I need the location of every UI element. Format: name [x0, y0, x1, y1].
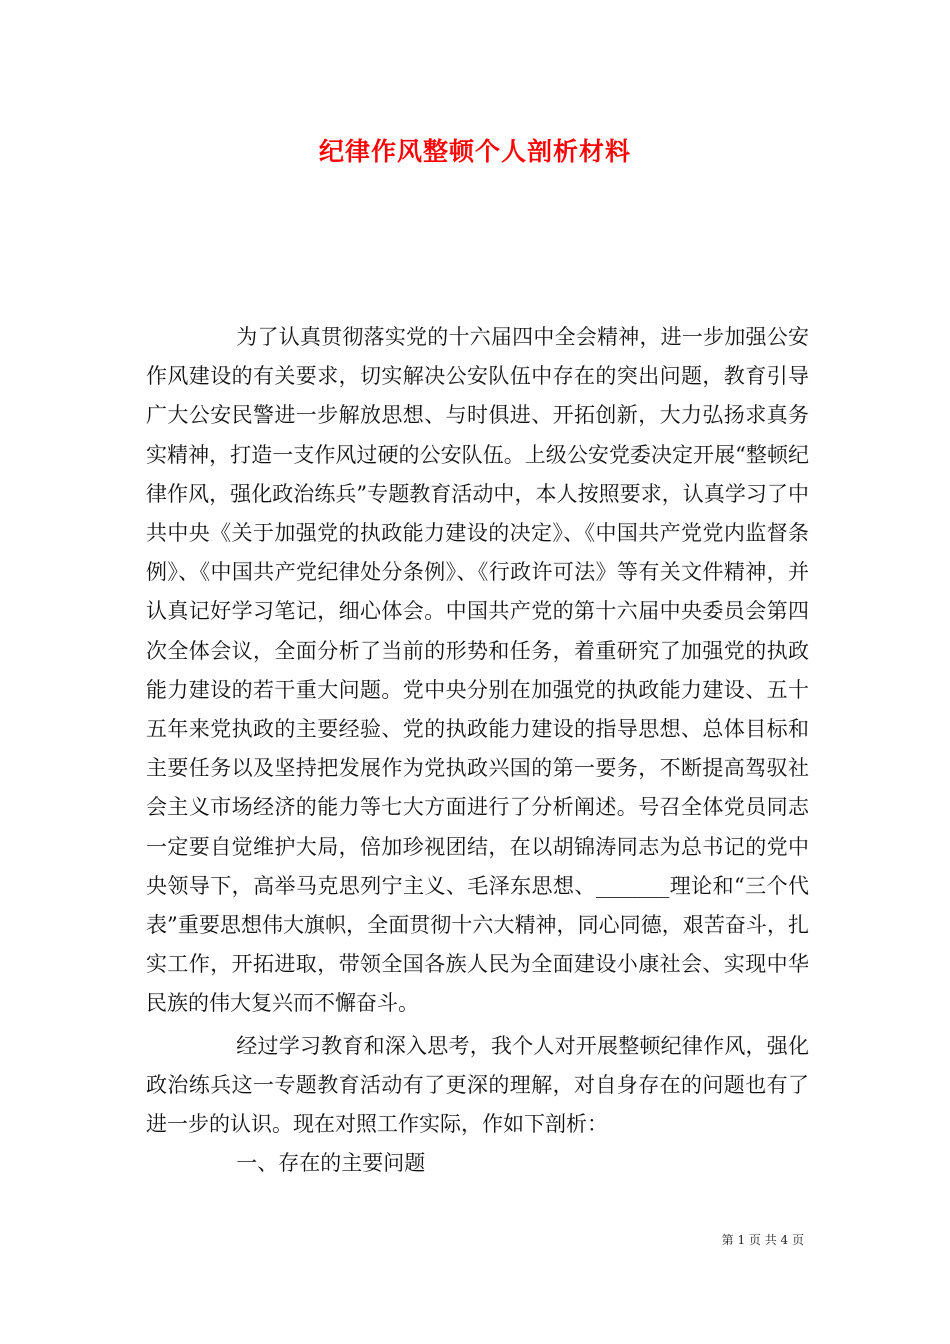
paragraph-2: 经过学习教育和深入思考，我个人对开展整顿纪律作风，强化政治练兵这一专题教育活动有了更深的理解，对自身存在的问题也有了进一步的认识。现在对照工作实际，作如下剖析： [146, 1033, 809, 1137]
document-body [146, 318, 809, 1183]
document-title: 纪律作风整顿个人剖析材料 [318, 137, 631, 166]
page-footer: 第 1 页 共 4 页 [721, 1233, 804, 1247]
section-heading: 一、存在的主要问题 [236, 1151, 426, 1176]
paragraph-1: 为了认真贯彻落实党的十六届四中全会精神，进一步加强公安作风建设的有关要求，切实解决公安队伍中存在的突出问题，教育引导广大公安民警进一步解放思想、与时俱进、开拓创新，大力弘扬求真务实精神，打造一支作风过硬的公安队伍。上级公安党委决定开展“整顿纪律作风，强化政治练兵”专题教育活动中，本人按照要求，认真学习了中共中央《关于加强党的执政能力建设的决定》、《中国共产党党内监督条例》、《中国共产党纪律处分条例》、《行政许可法》等有关文件精神，并认真记好学习笔记，细心体会。中国共产党的第十六届中央委员会第四次全体会议，全面分析了当前的形势和任务，着重研究了加强党的执政能力建设的若干重大问题。党中央分别在加强党的执政能力建设、五十五年来党执政的主要经验、党的执政能力建设的指导思想、总体目标和主要任务以及坚持把发展作为党执政兴国的第一要务，不断提高驾驭社会主义市场经济的能力等七大方面进行了分析阐述。号召全体党员同志一定要自觉维护大局，倍加珍视团结，在以胡锦涛同志为总书记的党中央领导下，高举马克思列宁主义、毛泽东思想、_______理论和“三个代表”重要思想伟大旗帜，全面贯彻十六大精神，同心同德，艰苦奋斗，扎实工作，开拓进取，带领全国各族人民为全面建设小康社会、实现中华民族的伟大复兴而不懈奋斗。 [146, 325, 809, 1016]
